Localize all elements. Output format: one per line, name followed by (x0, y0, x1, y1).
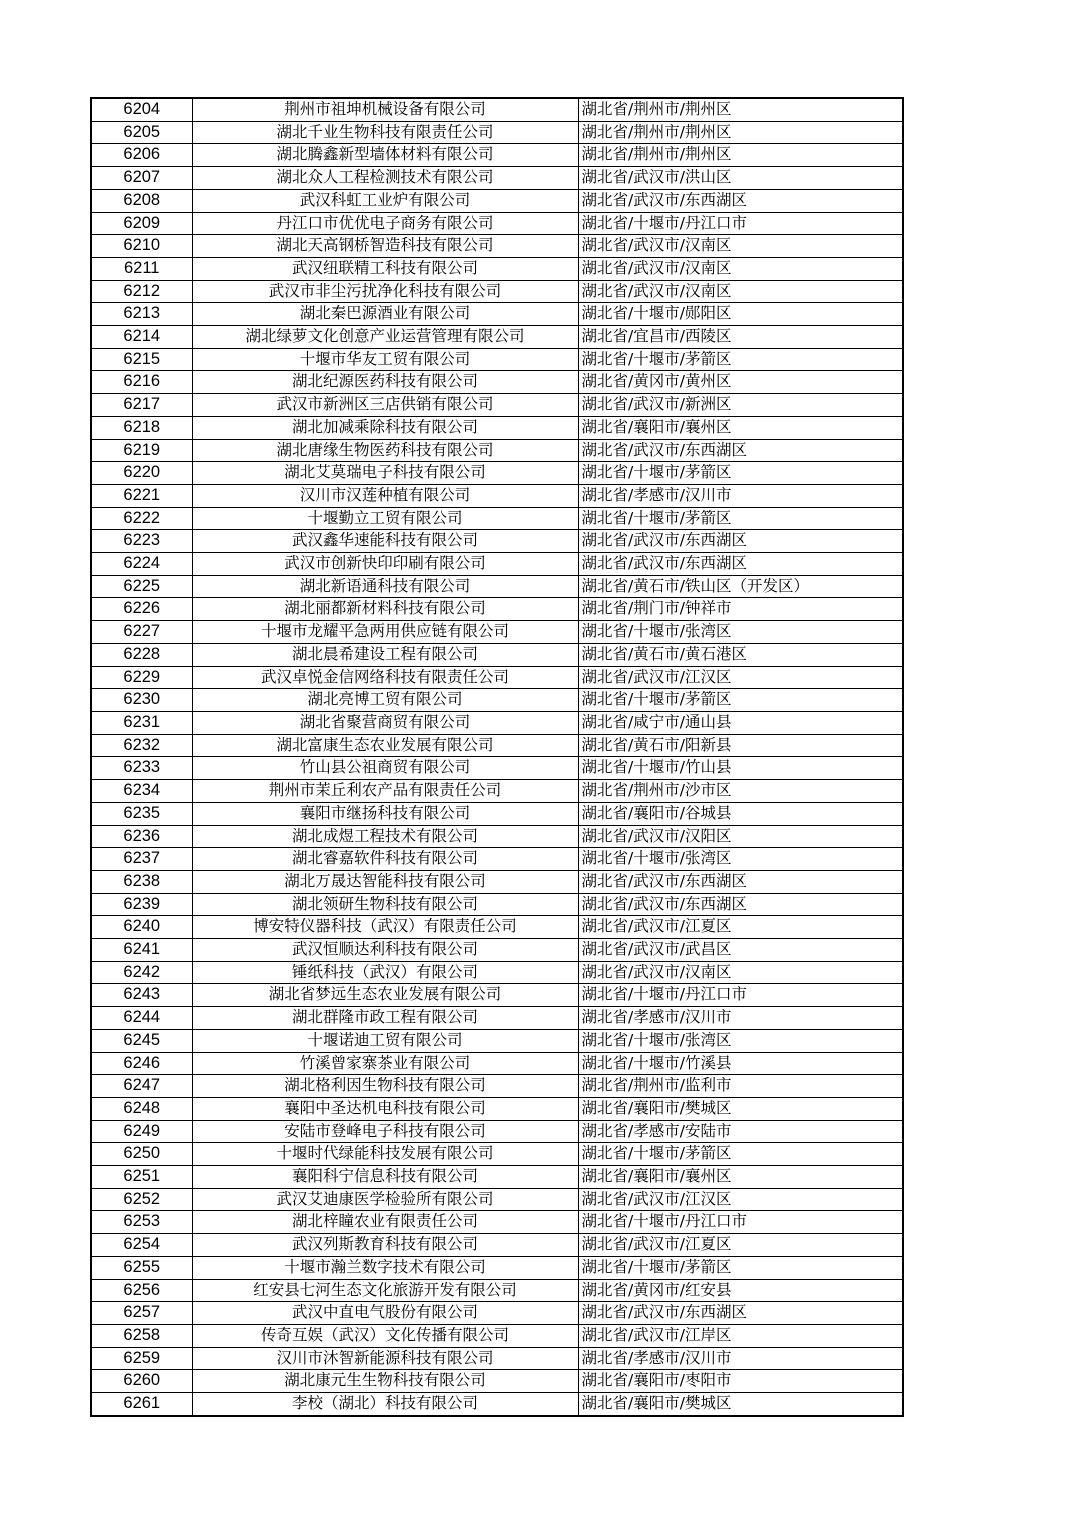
table-row (91, 666, 903, 689)
row-number: 6235 (91, 802, 192, 825)
table-row (91, 530, 903, 553)
company-region: 湖北省/武汉市/汉南区 (578, 961, 903, 984)
row-number: 6209 (91, 212, 192, 235)
table-row (91, 1029, 903, 1052)
company-list-body (91, 98, 903, 1416)
company-name: 武汉纽联精工科技有限公司 (192, 257, 578, 280)
company-region: 湖北省/襄阳市/谷城县 (578, 802, 903, 825)
company-region: 湖北省/十堰市/张湾区 (578, 621, 903, 644)
table-row (91, 144, 903, 167)
company-region: 湖北省/十堰市/茅箭区 (578, 1143, 903, 1166)
company-name: 襄阳市继扬科技有限公司 (192, 802, 578, 825)
company-region: 湖北省/十堰市/张湾区 (578, 848, 903, 871)
row-number: 6243 (91, 984, 192, 1007)
company-region: 湖北省/武汉市/东西湖区 (578, 439, 903, 462)
company-name: 湖北富康生态农业发展有限公司 (192, 734, 578, 757)
company-region: 湖北省/黄石市/铁山区（开发区） (578, 575, 903, 598)
row-number: 6210 (91, 235, 192, 258)
table-row (91, 961, 903, 984)
row-number: 6223 (91, 530, 192, 553)
row-number: 6234 (91, 780, 192, 803)
company-region: 湖北省/襄阳市/樊城区 (578, 1393, 903, 1416)
row-number: 6208 (91, 189, 192, 212)
company-name: 襄阳科宁信息科技有限公司 (192, 1166, 578, 1189)
company-name: 竹山县公祖商贸有限公司 (192, 757, 578, 780)
company-region: 湖北省/黄冈市/黄州区 (578, 371, 903, 394)
table-row (91, 1097, 903, 1120)
table-row (91, 189, 903, 212)
company-name: 湖北绿萝文化创意产业运营管理有限公司 (192, 326, 578, 349)
row-number: 6214 (91, 326, 192, 349)
company-name: 安陆市登峰电子科技有限公司 (192, 1120, 578, 1143)
row-number: 6205 (91, 121, 192, 144)
table-row (91, 1347, 903, 1370)
row-number: 6238 (91, 870, 192, 893)
company-name: 武汉市非尘污扰净化科技有限公司 (192, 280, 578, 303)
company-region: 湖北省/荆州市/荆州区 (578, 144, 903, 167)
row-number: 6230 (91, 689, 192, 712)
row-number: 6204 (91, 98, 192, 121)
company-name: 湖北秦巴源酒业有限公司 (192, 303, 578, 326)
company-region: 湖北省/荆门市/钟祥市 (578, 598, 903, 621)
table-row (91, 326, 903, 349)
row-number: 6239 (91, 893, 192, 916)
table-row (91, 1052, 903, 1075)
row-number: 6213 (91, 303, 192, 326)
table-row (91, 553, 903, 576)
company-name: 武汉中直电气股份有限公司 (192, 1302, 578, 1325)
row-number: 6215 (91, 348, 192, 371)
company-name: 武汉列斯教育科技有限公司 (192, 1234, 578, 1257)
company-region: 湖北省/武汉市/洪山区 (578, 167, 903, 190)
company-region: 湖北省/武汉市/汉阳区 (578, 825, 903, 848)
table-row (91, 462, 903, 485)
company-region: 湖北省/武汉市/东西湖区 (578, 553, 903, 576)
row-number: 6228 (91, 643, 192, 666)
row-number: 6251 (91, 1166, 192, 1189)
table-row (91, 167, 903, 190)
company-region: 湖北省/武汉市/江汉区 (578, 666, 903, 689)
company-name: 湖北省梦远生态农业发展有限公司 (192, 984, 578, 1007)
table-row (91, 893, 903, 916)
company-name: 湖北晨希建设工程有限公司 (192, 643, 578, 666)
row-number: 6260 (91, 1370, 192, 1393)
company-region: 湖北省/宜昌市/西陵区 (578, 326, 903, 349)
company-name: 湖北成煜工程技术有限公司 (192, 825, 578, 848)
row-number: 6242 (91, 961, 192, 984)
company-region: 湖北省/孝感市/安陆市 (578, 1120, 903, 1143)
company-region: 湖北省/黄石市/阳新县 (578, 734, 903, 757)
table-row (91, 1370, 903, 1393)
company-region: 湖北省/十堰市/郧阳区 (578, 303, 903, 326)
company-name: 湖北天高钢桥智造科技有限公司 (192, 235, 578, 258)
company-name: 武汉恒顺达利科技有限公司 (192, 939, 578, 962)
company-region: 湖北省/武汉市/江汉区 (578, 1188, 903, 1211)
row-number: 6233 (91, 757, 192, 780)
row-number: 6231 (91, 711, 192, 734)
company-region: 湖北省/十堰市/茅箭区 (578, 507, 903, 530)
company-name: 武汉鑫华速能科技有限公司 (192, 530, 578, 553)
row-number: 6226 (91, 598, 192, 621)
row-number: 6211 (91, 257, 192, 280)
company-name: 武汉科虹工业炉有限公司 (192, 189, 578, 212)
table-row (91, 1256, 903, 1279)
row-number: 6207 (91, 167, 192, 190)
row-number: 6241 (91, 939, 192, 962)
company-region: 湖北省/武汉市/汉南区 (578, 280, 903, 303)
company-region: 湖北省/黄冈市/红安县 (578, 1279, 903, 1302)
company-region: 湖北省/十堰市/茅箭区 (578, 462, 903, 485)
company-region: 湖北省/襄阳市/襄州区 (578, 416, 903, 439)
row-number: 6255 (91, 1256, 192, 1279)
table-row (91, 757, 903, 780)
company-name: 荆州市茉丘利农产品有限责任公司 (192, 780, 578, 803)
row-number: 6256 (91, 1279, 192, 1302)
row-number: 6219 (91, 439, 192, 462)
company-region: 湖北省/武汉市/东西湖区 (578, 893, 903, 916)
company-name: 湖北省聚营商贸有限公司 (192, 711, 578, 734)
row-number: 6252 (91, 1188, 192, 1211)
row-number: 6224 (91, 553, 192, 576)
company-region: 湖北省/十堰市/丹江口市 (578, 984, 903, 1007)
row-number: 6236 (91, 825, 192, 848)
table-row (91, 780, 903, 803)
company-name: 红安县七河生态文化旅游开发有限公司 (192, 1279, 578, 1302)
company-name: 丹江口市优优电子商务有限公司 (192, 212, 578, 235)
table-row (91, 1188, 903, 1211)
row-number: 6212 (91, 280, 192, 303)
table-row (91, 1393, 903, 1416)
company-name: 十堰市华友工贸有限公司 (192, 348, 578, 371)
company-name: 湖北新语通科技有限公司 (192, 575, 578, 598)
company-region: 湖北省/十堰市/茅箭区 (578, 1256, 903, 1279)
company-name: 湖北睿嘉软件科技有限公司 (192, 848, 578, 871)
company-region: 湖北省/十堰市/张湾区 (578, 1029, 903, 1052)
row-number: 6250 (91, 1143, 192, 1166)
row-number: 6254 (91, 1234, 192, 1257)
company-region: 湖北省/武汉市/东西湖区 (578, 870, 903, 893)
company-region: 湖北省/孝感市/汉川市 (578, 1347, 903, 1370)
company-name: 武汉市创新快印印刷有限公司 (192, 553, 578, 576)
row-number: 6247 (91, 1075, 192, 1098)
table-row (91, 280, 903, 303)
table-row (91, 348, 903, 371)
table-row (91, 939, 903, 962)
row-number: 6244 (91, 1007, 192, 1030)
company-region: 湖北省/十堰市/丹江口市 (578, 1211, 903, 1234)
company-name: 传奇互娱（武汉）文化传播有限公司 (192, 1324, 578, 1347)
company-region: 湖北省/武汉市/新洲区 (578, 394, 903, 417)
company-name: 湖北群隆市政工程有限公司 (192, 1007, 578, 1030)
table-row (91, 394, 903, 417)
row-number: 6248 (91, 1097, 192, 1120)
company-region: 湖北省/武汉市/武昌区 (578, 939, 903, 962)
company-region: 湖北省/十堰市/丹江口市 (578, 212, 903, 235)
table-row (91, 643, 903, 666)
row-number: 6249 (91, 1120, 192, 1143)
company-region: 湖北省/荆州市/荆州区 (578, 121, 903, 144)
table-row (91, 689, 903, 712)
company-name: 汉川市汉莲种植有限公司 (192, 484, 578, 507)
company-name: 湖北万晟达智能科技有限公司 (192, 870, 578, 893)
company-list-table (90, 97, 904, 1417)
company-name: 湖北丽都新材料科技有限公司 (192, 598, 578, 621)
table-row (91, 1075, 903, 1098)
company-region: 湖北省/武汉市/东西湖区 (578, 1302, 903, 1325)
company-name: 湖北腾鑫新型墙体材料有限公司 (192, 144, 578, 167)
table-row (91, 711, 903, 734)
table-row (91, 484, 903, 507)
company-name: 十堰市龙耀平急两用供应链有限公司 (192, 621, 578, 644)
table-row (91, 1211, 903, 1234)
company-name: 湖北加减乘除科技有限公司 (192, 416, 578, 439)
company-name: 博安特仪器科技（武汉）有限责任公司 (192, 916, 578, 939)
company-name: 武汉市新洲区三店供销有限公司 (192, 394, 578, 417)
company-name: 襄阳中圣达机电科技有限公司 (192, 1097, 578, 1120)
row-number: 6206 (91, 144, 192, 167)
company-region: 湖北省/襄阳市/樊城区 (578, 1097, 903, 1120)
table-row (91, 416, 903, 439)
company-region: 湖北省/十堰市/茅箭区 (578, 348, 903, 371)
table-row (91, 1234, 903, 1257)
company-region: 湖北省/武汉市/汉南区 (578, 235, 903, 258)
company-name: 湖北艾莫瑞电子科技有限公司 (192, 462, 578, 485)
table-row (91, 802, 903, 825)
row-number: 6261 (91, 1393, 192, 1416)
company-region: 湖北省/襄阳市/襄州区 (578, 1166, 903, 1189)
table-row (91, 121, 903, 144)
company-region: 湖北省/武汉市/东西湖区 (578, 189, 903, 212)
table-row (91, 916, 903, 939)
company-name: 汉川市沐智新能源科技有限公司 (192, 1347, 578, 1370)
company-name: 湖北康元生生物科技有限公司 (192, 1370, 578, 1393)
company-name: 湖北众人工程检测技术有限公司 (192, 167, 578, 190)
row-number: 6240 (91, 916, 192, 939)
table-row (91, 98, 903, 121)
table-row (91, 1120, 903, 1143)
table-row (91, 439, 903, 462)
table-row (91, 575, 903, 598)
row-number: 6258 (91, 1324, 192, 1347)
company-name: 竹溪曾家寨茶业有限公司 (192, 1052, 578, 1075)
company-region: 湖北省/十堰市/茅箭区 (578, 689, 903, 712)
company-name: 锤纸科技（武汉）有限公司 (192, 961, 578, 984)
company-name: 李校（湖北）科技有限公司 (192, 1393, 578, 1416)
table-row (91, 598, 903, 621)
company-region: 湖北省/十堰市/竹溪县 (578, 1052, 903, 1075)
company-name: 湖北梓瞳农业有限责任公司 (192, 1211, 578, 1234)
row-number: 6253 (91, 1211, 192, 1234)
company-region: 湖北省/武汉市/东西湖区 (578, 530, 903, 553)
table-row (91, 1324, 903, 1347)
company-name: 十堰市瀚兰数字技术有限公司 (192, 1256, 578, 1279)
company-region: 湖北省/武汉市/江夏区 (578, 916, 903, 939)
row-number: 6218 (91, 416, 192, 439)
row-number: 6221 (91, 484, 192, 507)
company-region: 湖北省/襄阳市/枣阳市 (578, 1370, 903, 1393)
company-name: 湖北领研生物科技有限公司 (192, 893, 578, 916)
company-region: 湖北省/武汉市/汉南区 (578, 257, 903, 280)
row-number: 6225 (91, 575, 192, 598)
table-row (91, 984, 903, 1007)
table-row (91, 1143, 903, 1166)
row-number: 6257 (91, 1302, 192, 1325)
table-row (91, 825, 903, 848)
company-region: 湖北省/荆州市/荆州区 (578, 98, 903, 121)
row-number: 6220 (91, 462, 192, 485)
company-region: 湖北省/荆州市/监利市 (578, 1075, 903, 1098)
row-number: 6246 (91, 1052, 192, 1075)
company-name: 湖北千业生物科技有限责任公司 (192, 121, 578, 144)
company-name: 湖北唐缘生物医药科技有限公司 (192, 439, 578, 462)
company-name: 湖北纪源医药科技有限公司 (192, 371, 578, 394)
company-name: 武汉卓悦金信网络科技有限责任公司 (192, 666, 578, 689)
row-number: 6229 (91, 666, 192, 689)
company-region: 湖北省/咸宁市/通山县 (578, 711, 903, 734)
row-number: 6237 (91, 848, 192, 871)
row-number: 6232 (91, 734, 192, 757)
company-region: 湖北省/黄石市/黄石港区 (578, 643, 903, 666)
table-row (91, 1007, 903, 1030)
company-name: 荆州市祖坤机械设备有限公司 (192, 98, 578, 121)
company-region: 湖北省/孝感市/汉川市 (578, 484, 903, 507)
table-row (91, 734, 903, 757)
company-region: 湖北省/荆州市/沙市区 (578, 780, 903, 803)
row-number: 6245 (91, 1029, 192, 1052)
company-region: 湖北省/武汉市/江夏区 (578, 1234, 903, 1257)
company-region: 湖北省/武汉市/江岸区 (578, 1324, 903, 1347)
table-row (91, 848, 903, 871)
table-row (91, 257, 903, 280)
table-row (91, 235, 903, 258)
company-name: 十堰勤立工贸有限公司 (192, 507, 578, 530)
table-row (91, 1302, 903, 1325)
table-row (91, 303, 903, 326)
row-number: 6216 (91, 371, 192, 394)
table-row (91, 621, 903, 644)
company-name: 湖北亮博工贸有限公司 (192, 689, 578, 712)
company-name: 十堰时代绿能科技发展有限公司 (192, 1143, 578, 1166)
table-row (91, 212, 903, 235)
company-name: 十堰诺迪工贸有限公司 (192, 1029, 578, 1052)
company-region: 湖北省/十堰市/竹山县 (578, 757, 903, 780)
company-name: 武汉艾迪康医学检验所有限公司 (192, 1188, 578, 1211)
row-number: 6222 (91, 507, 192, 530)
table-row (91, 1279, 903, 1302)
company-name: 湖北格利因生物科技有限公司 (192, 1075, 578, 1098)
table-row (91, 1166, 903, 1189)
row-number: 6259 (91, 1347, 192, 1370)
table-row (91, 507, 903, 530)
company-region: 湖北省/孝感市/汉川市 (578, 1007, 903, 1030)
row-number: 6217 (91, 394, 192, 417)
row-number: 6227 (91, 621, 192, 644)
table-row (91, 870, 903, 893)
table-row (91, 371, 903, 394)
